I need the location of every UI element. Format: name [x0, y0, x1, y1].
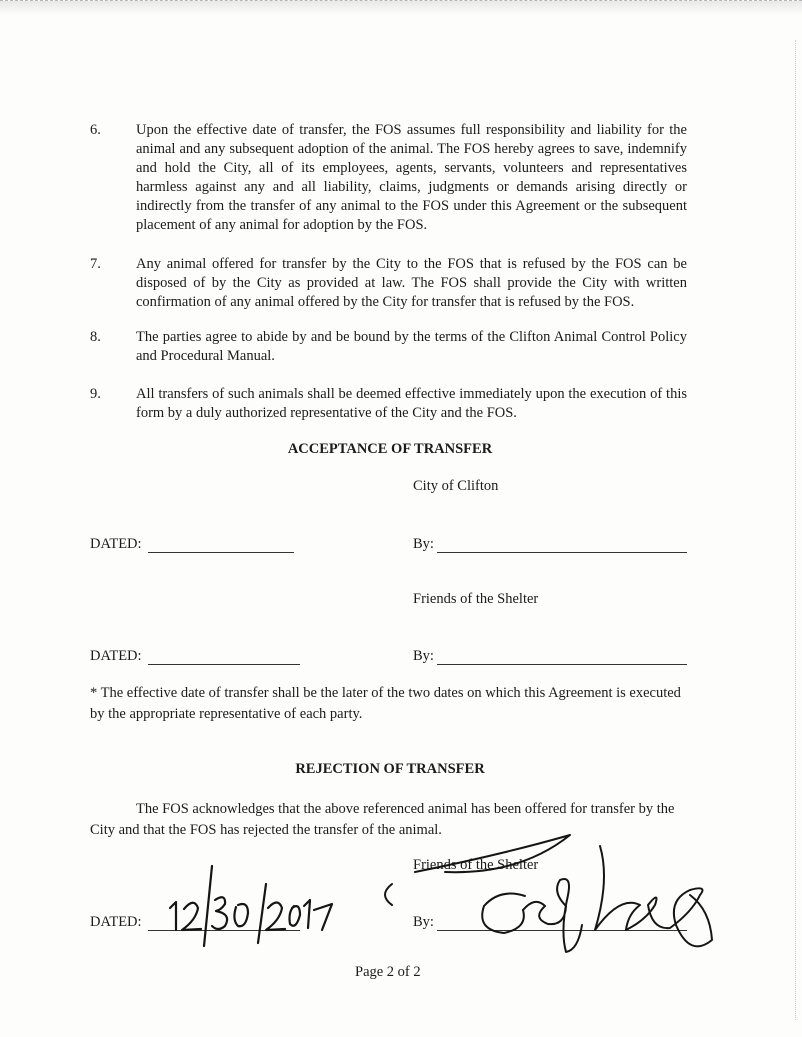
handwritten-date	[170, 866, 332, 946]
clause-number: 6.	[90, 122, 101, 138]
clause-text: Any animal offered for transfer by the City to the FOS that is refused by the FOS can be disposed of by the City as provided at law. The FOS shall provide the City with written confirmation of any animal offered by the City for transfer that is refused by the FOS.	[136, 256, 687, 310]
dated-label: DATED:	[90, 914, 142, 930]
effective-date-footnote: * The effective date of transfer shall be the later of the two dates on which this Agreement is executed by the appropriate representative of each party.	[90, 685, 681, 722]
rejection-heading: REJECTION OF TRANSFER	[295, 761, 485, 777]
by-label: By:	[413, 648, 434, 664]
clause-text: The parties agree to abide by and be bound by the terms of the Clifton Animal Control Policy and Procedural Manual.	[136, 329, 687, 364]
party-friends-of-the-shelter: Friends of the Shelter	[413, 591, 539, 607]
rejection-text: The FOS acknowledges that the above referenced animal has been offered for transfer by the City and that the FOS has rejected the transfer of the animal.	[90, 801, 675, 838]
dated-label: DATED:	[90, 536, 142, 552]
party-city-of-clifton: City of Clifton	[413, 478, 499, 494]
clause-text: All transfers of such animals shall be deemed effective immediately upon the execution of this form by a duly authorized representative of the City and the FOS.	[136, 386, 687, 421]
handwritten-signature	[385, 835, 712, 952]
clause-number: 9.	[90, 386, 101, 402]
dated-label: DATED:	[90, 648, 142, 664]
clause-number: 7.	[90, 256, 101, 272]
acceptance-heading: ACCEPTANCE OF TRANSFER	[287, 441, 493, 457]
page-number: Page 2 of 2	[355, 964, 421, 980]
by-label: By:	[413, 536, 434, 552]
party-friends-of-the-shelter: Friends of the Shelter	[413, 857, 539, 873]
by-label: By:	[413, 914, 434, 930]
clause-text: Upon the effective date of transfer, the FOS assumes full responsibility and liability for the animal and any subsequent adoption of the animal. The FOS hereby agrees to save, indemnify and hold the City, all of its employees, agents, servants, volunteers and representatives harmless against any and all liability, claims, judgments or demands arising directly or indirectly from the transfer of any animal to the FOS under this Agreement or the subsequent placement of any animal for adoption by the FOS.	[136, 122, 687, 233]
clause-number: 8.	[90, 329, 101, 345]
